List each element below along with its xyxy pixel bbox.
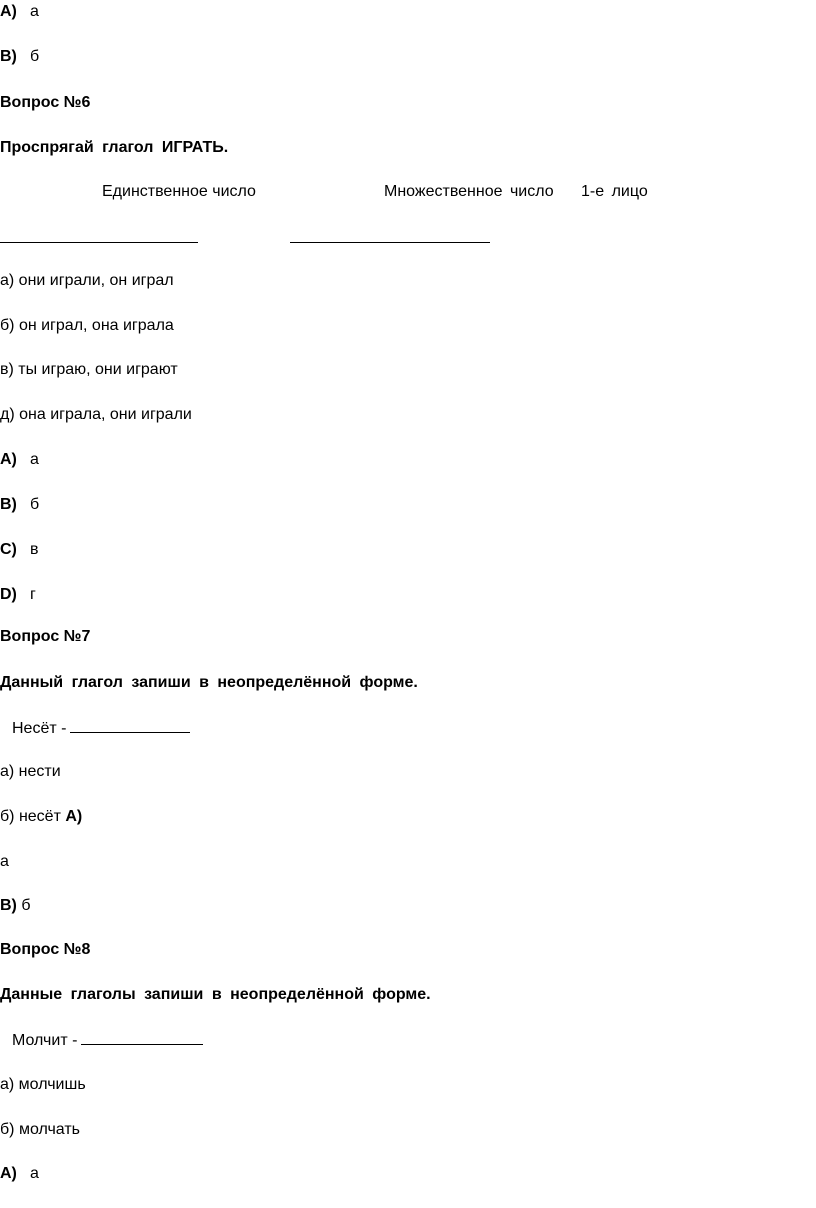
answer-line-plural[interactable] <box>290 242 490 243</box>
option-text: б <box>30 48 40 65</box>
question-7-word: Несёт - <box>12 720 67 737</box>
option-a <box>0 450 39 470</box>
option-label: B) <box>0 496 17 513</box>
option-a <box>0 1164 39 1184</box>
answer-blank[interactable] <box>81 1030 203 1045</box>
option-c <box>0 540 39 560</box>
option-text: а <box>30 1165 39 1182</box>
question-8-word: Молчит - <box>12 1032 78 1049</box>
question-8-word-line <box>12 1030 203 1051</box>
question-7-title: Вопрос №7 <box>0 628 91 645</box>
question-8-title: Вопрос №8 <box>0 941 91 958</box>
question-6-prompt: Проспрягай глагол ИГРАТЬ. <box>0 139 229 156</box>
answer-item: б) молчать <box>0 1121 81 1138</box>
option-label: D) <box>0 586 17 603</box>
option-label: A) <box>65 808 83 825</box>
answer-text: б) несёт <box>0 808 61 825</box>
column-plural: Множественное число <box>384 183 554 200</box>
option-text: а <box>30 3 39 20</box>
answer-item: д) она играла, они играли <box>0 406 192 423</box>
option-text: в <box>30 541 39 558</box>
option-text: а <box>0 853 9 870</box>
option-b <box>0 495 39 515</box>
option-text: б <box>21 897 31 914</box>
answer-item <box>0 807 82 827</box>
option-label: A) <box>0 3 17 20</box>
option-label: A) <box>0 1165 17 1182</box>
option-label: A) <box>0 451 17 468</box>
option-label: C) <box>0 541 17 558</box>
option-text: б <box>30 496 40 513</box>
answer-line-singular[interactable] <box>0 242 198 243</box>
option-text: г <box>30 586 36 603</box>
option-d <box>0 585 36 605</box>
answer-item: а) молчишь <box>0 1076 86 1093</box>
option-b <box>0 47 39 67</box>
question-8-prompt: Данные глаголы запиши в неопределённой форме. <box>0 986 431 1003</box>
option-text: а <box>30 451 39 468</box>
answer-item: в) ты играю, они играют <box>0 361 178 378</box>
answer-item: а) они играли, он играл <box>0 272 174 289</box>
question-7-prompt: Данный глагол запиши в неопределённой форме. <box>0 674 418 691</box>
option-label: B) <box>0 48 17 65</box>
question-7-word-line <box>12 718 190 739</box>
answer-item: а) нести <box>0 763 61 780</box>
option-label: B) <box>0 897 17 914</box>
answer-item: б) он играл, она играла <box>0 317 174 334</box>
column-singular: Единственное число <box>102 183 256 200</box>
option-a <box>0 2 39 22</box>
option-b <box>0 896 31 916</box>
answer-blank[interactable] <box>70 718 190 733</box>
column-person: 1-е лицо <box>581 183 648 200</box>
question-6-title: Вопрос №6 <box>0 94 91 111</box>
